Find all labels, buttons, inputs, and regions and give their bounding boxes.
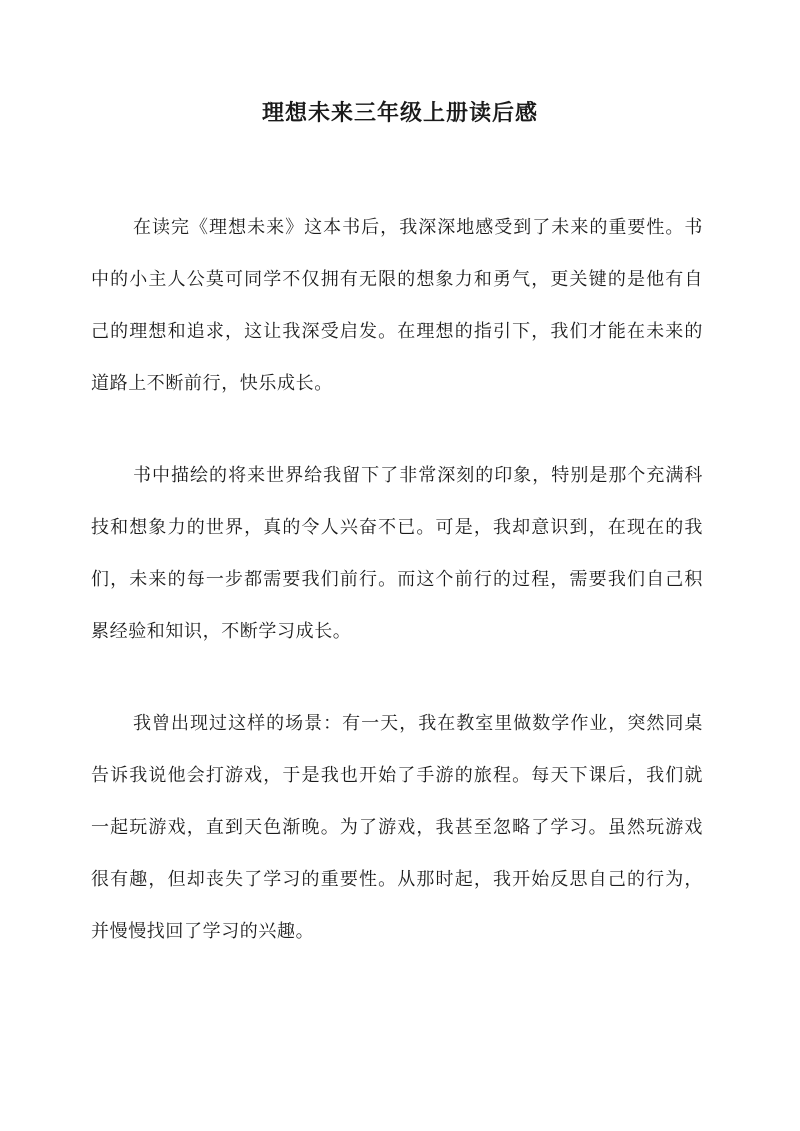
document-title: 理想未来三年级上册读后感 — [261, 100, 538, 126]
paragraph-1: 在读完《理想未来》这本书后，我深深地感受到了未来的重要性。书中的小主人公莫可同学不仅拥有无限的想象力和勇气，更关键的是他有自己的理想和追求，这让我深受启发。在理想的指引下，我们才能在未来的道路上不断前行，快乐成长。 — [91, 217, 703, 394]
paragraph-3: 我曾出现过这样的场景：有一天，我在教室里做数学作业，突然同桌告诉我说他会打游戏，于是我也开始了手游的旅程。每天下课后，我们就一起玩游戏，直到天色渐晚。为了游戏，我甚至忽略了学习。虽然玩游戏很有趣，但却丧失了学习的重要性。从那时起，我开始反思自己的行为，并慢慢找回了学习的兴趣。 — [91, 713, 703, 942]
paragraph-2: 书中描绘的将来世界给我留下了非常深刻的印象，特别是那个充满科技和想象力的世界，真的令人兴奋不已。可是，我却意识到，在现在的我们，未来的每一步都需要我们前行。而这个前行的过程，需要我们自己积累经验和知识，不断学习成长。 — [91, 465, 703, 642]
